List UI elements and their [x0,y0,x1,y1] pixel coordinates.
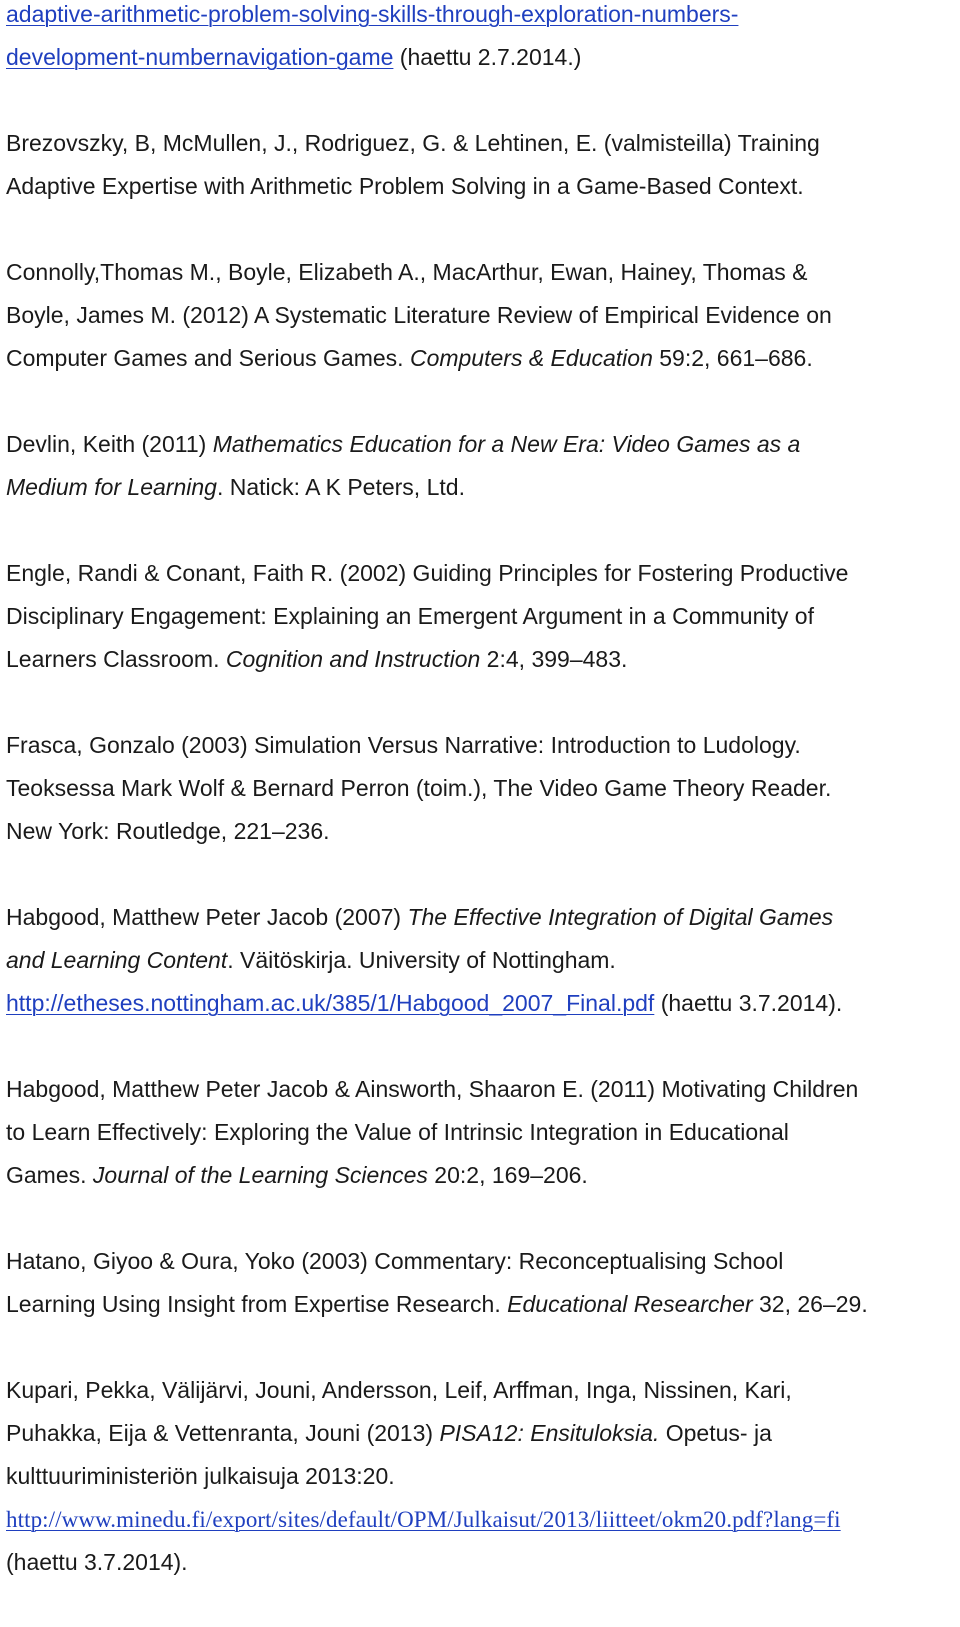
reference-link[interactable]: http://www.minedu.fi/export/sites/default/OPM/Julkaisut/2013/liitteet/okm20.pdf?lang=fi [6,1507,841,1532]
reference-line [6,1412,956,1455]
publication-title: PISA12: Ensituloksia. [439,1420,660,1446]
reference-line [6,896,956,939]
reference-line: Connolly,Thomas M., Boyle, Elizabeth A., MacArthur, Ewan, Hainey, Thomas & [6,259,808,285]
reference-line [6,939,956,982]
reference-line [6,1154,956,1197]
reference-link[interactable]: adaptive-arithmetic-problem-solving-skills-through-exploration-numbers- [6,1,739,27]
reference-item-habgood-2011 [6,1068,956,1197]
reference-text: 32, 26–29. [752,1291,868,1317]
reference-line [6,423,956,466]
reference-line [6,36,956,79]
reference-text: 59:2, 661–686. [652,345,813,371]
journal-title: Educational Researcher [507,1291,753,1317]
reference-line: New York: Routledge, 221–236. [6,818,330,844]
reference-line: Disciplinary Engagement: Explaining an Emergent Argument in a Community of [6,603,814,629]
reference-item-first [6,0,956,79]
reference-text: . Natick: A K Peters, Ltd. [216,474,465,500]
reference-text: 2:4, 399–483. [480,646,628,672]
thesis-title: and Learning Content [6,947,228,973]
reference-line [6,638,956,681]
reference-link[interactable]: development-numbernavigation-game [6,44,394,70]
reference-text: Learners Classroom. [6,646,226,672]
reference-text: Learning Using Insight from Expertise Research. [6,1291,508,1317]
reference-line [6,982,956,1025]
book-title: Mathematics Education for a New Era: Video Games as a [212,431,801,457]
reference-line: Boyle, James M. (2012) A Systematic Literature Review of Empirical Evidence on [6,302,832,328]
reference-line: Frasca, Gonzalo (2003) Simulation Versus Narrative: Introduction to Ludology. [6,732,801,758]
reference-line: (haettu 3.7.2014). [6,1549,188,1575]
reference-line: Brezovszky, B, McMullen, J., Rodriguez, G. & Lehtinen, E. (valmisteilla) Training [6,130,820,156]
thesis-title: The Effective Integration of Digital Games [407,904,834,930]
book-title: Medium for Learning [6,474,217,500]
reference-line [6,1283,956,1326]
reference-text: . Väitöskirja. University of Nottingham. [227,947,616,973]
reference-text: 20:2, 169–206. [427,1162,588,1188]
reference-line: to Learn Effectively: Exploring the Value of Intrinsic Integration in Educational [6,1119,789,1145]
reference-text: Habgood, Matthew Peter Jacob (2007) [6,904,408,930]
reference-item-hatano [6,1240,956,1326]
reference-item-habgood-2007 [6,896,956,1025]
reference-item-frasca [6,724,956,853]
reference-line: kulttuuriministeriön julkaisuja 2013:20. [6,1463,395,1489]
reference-line: Hatano, Giyoo & Oura, Yoko (2003) Commentary: Reconceptualising School [6,1248,784,1274]
reference-link[interactable]: http://etheses.nottingham.ac.uk/385/1/Habgood_2007_Final.pdf [6,990,655,1016]
reference-item-engle [6,552,956,681]
reference-item-connolly [6,251,956,380]
reference-line: Engle, Randi & Conant, Faith R. (2002) Guiding Principles for Fostering Productive [6,560,849,586]
reference-line: Kupari, Pekka, Välijärvi, Jouni, Andersson, Leif, Arffman, Inga, Nissinen, Kari, [6,1377,792,1403]
reference-line [6,466,956,509]
journal-title: Cognition and Instruction [225,646,481,672]
journal-title: Computers & Education [409,345,653,371]
reference-line [6,337,956,380]
accessed-date: (haettu 3.7.2014). [654,990,843,1016]
reference-item-kupari [6,1369,956,1584]
reference-text: Puhakka, Eija & Vettenranta, Jouni (2013) [6,1420,440,1446]
reference-line: Habgood, Matthew Peter Jacob & Ainsworth, Shaaron E. (2011) Motivating Children [6,1076,859,1102]
journal-title: Journal of the Learning Sciences [92,1162,428,1188]
reference-text: Opetus- ja [659,1420,772,1446]
reference-item-brezovszky [6,122,956,208]
reference-item-devlin [6,423,956,509]
reference-text: Computer Games and Serious Games. [6,345,410,371]
reference-line: Adaptive Expertise with Arithmetic Problem Solving in a Game-Based Context. [6,173,804,199]
reference-text: Games. [6,1162,93,1188]
reference-text: Devlin, Keith (2011) [6,431,213,457]
reference-line: Teoksessa Mark Wolf & Bernard Perron (toim.), The Video Game Theory Reader. [6,775,832,801]
reference-line [6,1498,956,1541]
reference-list [6,0,956,1627]
reference-line [6,0,956,36]
accessed-date: (haettu 2.7.2014.) [393,44,582,70]
